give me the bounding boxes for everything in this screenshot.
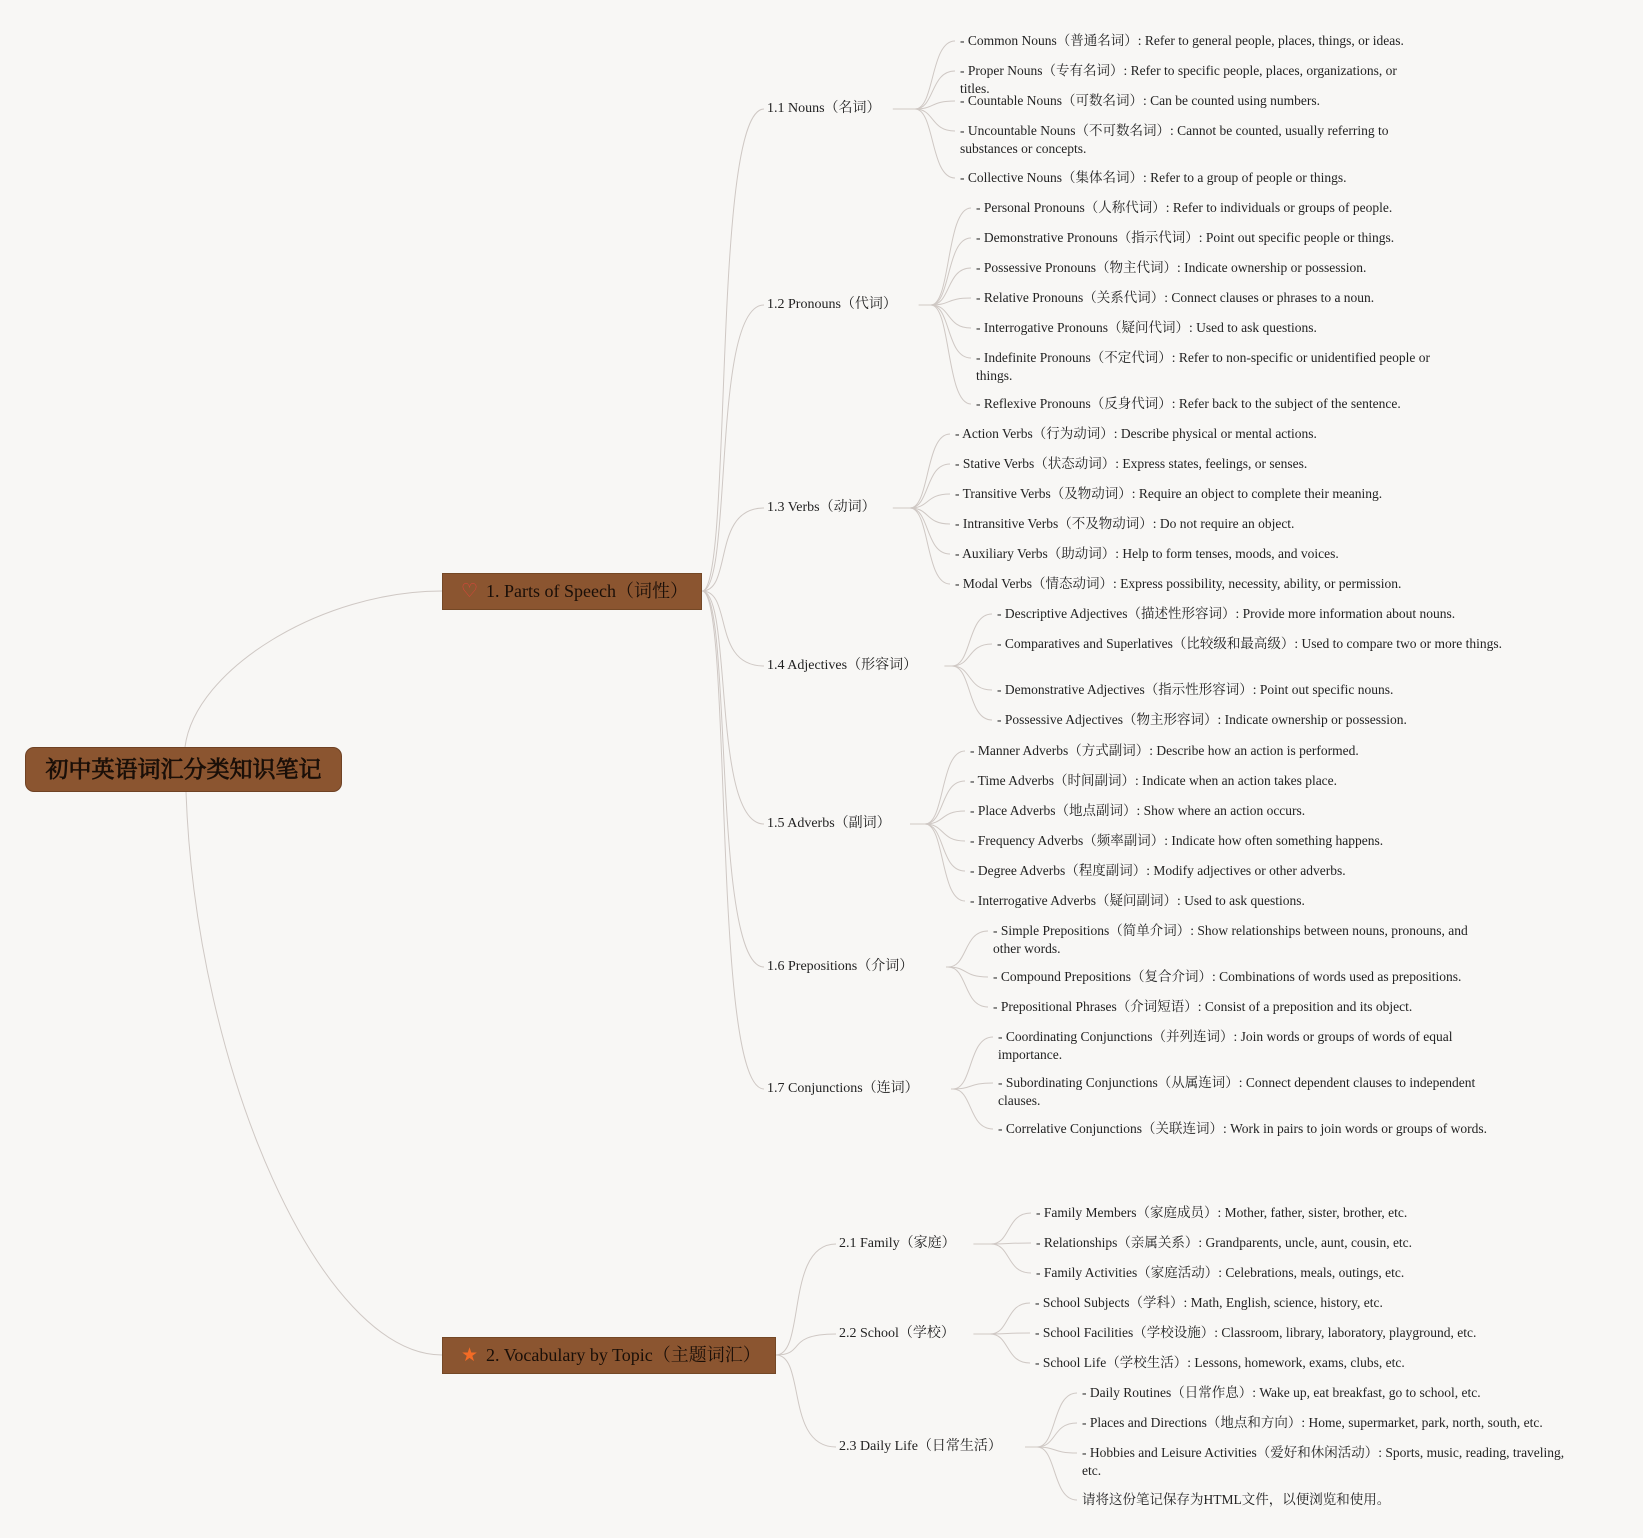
- subtopic-node[interactable]: 1.5 Adverbs（副词）: [767, 816, 891, 831]
- leaf-note[interactable]: - Action Verbs（行为动词）: Describe physical or mental actions.: [955, 426, 1317, 441]
- leaf-note[interactable]: - Countable Nouns（可数名词）: Can be counted using numbers.: [960, 93, 1320, 108]
- branch-link-2-3: [776, 1355, 836, 1447]
- root-link-1: [185, 591, 442, 747]
- leaf-link: [1037, 1447, 1077, 1453]
- leaf-link: [990, 1334, 1030, 1363]
- branch-label: 2. Vocabulary by Topic（主题词汇）: [486, 1345, 761, 1365]
- leaf-note[interactable]: - Personal Pronouns（人称代词）: Refer to individuals or groups of people.: [976, 200, 1393, 215]
- leaf-note[interactable]: - Correlative Conjunctions（关联连词）: Work in pairs to join words or groups of words.: [998, 1121, 1487, 1136]
- leaf-note[interactable]: - Frequency Adverbs（频率副词）: Indicate how often something happens.: [970, 833, 1384, 848]
- leaf-note[interactable]: - Daily Routines（日常作息）: Wake up, eat breakfast, go to school, etc.: [1082, 1385, 1481, 1400]
- leaf-link: [1037, 1393, 1077, 1447]
- subtopic-node[interactable]: 1.1 Nouns（名词）: [767, 101, 881, 116]
- leaf-note[interactable]: - Uncountable Nouns（不可数名词）: Cannot be counted, usually referring to substances or concepts.: [960, 123, 1389, 156]
- leaf-link: [915, 109, 955, 178]
- subtopic-node[interactable]: 2.2 School（学校）: [839, 1326, 955, 1341]
- leaf-link: [910, 508, 950, 554]
- branch-node-2[interactable]: [442, 1337, 776, 1374]
- leaf-link: [952, 614, 992, 666]
- leaf-note[interactable]: - Interrogative Pronouns（疑问代词）: Used to ask questions.: [976, 320, 1317, 335]
- leaf-link: [948, 931, 988, 967]
- subtopic-node[interactable]: 1.7 Conjunctions（连词）: [767, 1081, 919, 1096]
- leaf-link: [990, 1303, 1030, 1334]
- leaf-note[interactable]: - Hobbies and Leisure Activities（爱好和休闲活动）: Sports, music, reading, traveling, etc.: [1082, 1445, 1565, 1478]
- subtopic-node[interactable]: 2.1 Family（家庭）: [839, 1236, 956, 1251]
- leaf-note[interactable]: - Transitive Verbs（及物动词）: Require an object to complete their meaning.: [955, 486, 1383, 501]
- leaf-link: [991, 1213, 1031, 1244]
- leaf-link: [931, 268, 971, 305]
- leaf-note[interactable]: - Collective Nouns（集体名词）: Refer to a group of people or things.: [960, 170, 1347, 185]
- leaf-link: [931, 208, 971, 305]
- leaf-note[interactable]: - Interrogative Adverbs（疑问副词）: Used to ask questions.: [970, 893, 1305, 908]
- leaf-link: [953, 1037, 993, 1089]
- leaf-note[interactable]: - Place Adverbs（地点副词）: Show where an action occurs.: [970, 803, 1306, 818]
- leaf-link: [952, 644, 992, 666]
- leaf-note[interactable]: - Indefinite Pronouns（不定代词）: Refer to non-specific or unidentified people or things.: [976, 350, 1431, 383]
- leaf-link: [953, 1089, 993, 1129]
- subtopic-node[interactable]: 1.4 Adjectives（形容词）: [767, 658, 918, 673]
- branch-link-1-6: [702, 591, 764, 967]
- leaf-note[interactable]: - Demonstrative Adjectives（指示性形容词）: Point out specific nouns.: [997, 682, 1394, 697]
- leaf-note[interactable]: - Subordinating Conjunctions（从属连词）: Connect dependent clauses to independent clauses.: [998, 1075, 1476, 1108]
- heart-icon: ♡: [461, 581, 479, 602]
- leaf-link: [991, 1244, 1031, 1273]
- leaf-link: [910, 508, 950, 584]
- leaf-link: [925, 824, 965, 901]
- leaf-note[interactable]: - Demonstrative Pronouns（指示代词）: Point out specific people or things.: [976, 230, 1395, 245]
- leaf-link: [915, 109, 955, 131]
- leaf-link: [931, 305, 971, 404]
- leaf-note[interactable]: - Proper Nouns（专有名词）: Refer to specific people, places, organizations, or titles.: [960, 63, 1397, 96]
- leaf-note[interactable]: - Family Activities（家庭活动）: Celebrations, meals, outings, etc.: [1036, 1265, 1405, 1280]
- leaf-note[interactable]: - Possessive Adjectives（物主形容词）: Indicate ownership or possession.: [997, 712, 1407, 727]
- star-icon: ★: [461, 1345, 479, 1366]
- leaf-note[interactable]: - School Life（学校生活）: Lessons, homework, exams, clubs, etc.: [1035, 1355, 1405, 1370]
- leaf-note[interactable]: - Modal Verbs（情态动词）: Express possibility, necessity, ability, or permission.: [955, 576, 1402, 591]
- leaf-note[interactable]: - Time Adverbs（时间副词）: Indicate when an action takes place.: [970, 773, 1338, 788]
- branch-link-1-5: [702, 591, 764, 824]
- branch-link-1-2: [702, 305, 764, 591]
- leaf-note[interactable]: - Manner Adverbs（方式副词）: Describe how an action is performed.: [970, 743, 1359, 758]
- leaf-note[interactable]: - Simple Prepositions（简单介词）: Show relationships between nouns, pronouns, and other words.: [993, 923, 1468, 956]
- leaf-note[interactable]: - Relationships（亲属关系）: Grandparents, uncle, aunt, cousin, etc.: [1036, 1235, 1413, 1250]
- branch-link-2-2: [776, 1334, 836, 1355]
- leaf-note[interactable]: - Family Members（家庭成员）: Mother, father, sister, brother, etc.: [1036, 1205, 1408, 1220]
- leaf-link: [931, 305, 971, 358]
- branch-label: 1. Parts of Speech（词性）: [486, 581, 689, 601]
- leaf-link: [1037, 1423, 1077, 1447]
- leaf-note[interactable]: - Coordinating Conjunctions（并列连词）: Join words or groups of words of equal importance.: [998, 1029, 1453, 1062]
- leaf-link: [953, 1083, 993, 1089]
- leaf-note[interactable]: - School Subjects（学科）: Math, English, science, history, etc.: [1035, 1295, 1383, 1310]
- leaf-link: [925, 751, 965, 824]
- leaf-link: [952, 666, 992, 690]
- leaf-note[interactable]: - Intransitive Verbs（不及物动词）: Do not require an object.: [955, 516, 1295, 531]
- leaf-note[interactable]: - Compound Prepositions（复合介词）: Combinations of words used as prepositions.: [993, 969, 1462, 984]
- leaf-link: [915, 41, 955, 109]
- leaf-link: [925, 824, 965, 871]
- branch-link-1-7: [702, 591, 764, 1089]
- leaf-note[interactable]: - Stative Verbs（状态动词）: Express states, feelings, or senses.: [955, 456, 1308, 471]
- leaf-note[interactable]: - Degree Adverbs（程度副词）: Modify adjectives or other adverbs.: [970, 863, 1346, 878]
- leaf-note[interactable]: - Relative Pronouns（关系代词）: Connect clauses or phrases to a noun.: [976, 290, 1375, 305]
- leaf-note[interactable]: 请将这份笔记保存为HTML文件，以便浏览和使用。: [1082, 1492, 1391, 1507]
- leaf-note[interactable]: - Comparatives and Superlatives（比较级和最高级）: Used to compare two or more things.: [997, 636, 1503, 651]
- leaf-note[interactable]: - Possessive Pronouns（物主代词）: Indicate ownership or possession.: [976, 260, 1367, 275]
- root-node[interactable]: 初中英语词汇分类知识笔记: [25, 747, 342, 792]
- leaf-link: [952, 666, 992, 720]
- leaf-note[interactable]: - Prepositional Phrases（介词短语）: Consist of a preposition and its object.: [993, 999, 1413, 1014]
- leaf-link: [915, 71, 955, 109]
- leaf-note[interactable]: - School Facilities（学校设施）: Classroom, library, laboratory, playground, etc.: [1035, 1325, 1477, 1340]
- leaf-note[interactable]: - Descriptive Adjectives（描述性形容词）: Provide more information about nouns.: [997, 606, 1456, 621]
- leaf-note[interactable]: - Reflexive Pronouns（反身代词）: Refer back to the subject of the sentence.: [976, 396, 1401, 411]
- branch-link-1-1: [702, 109, 764, 591]
- subtopic-node[interactable]: 1.2 Pronouns（代词）: [767, 297, 897, 312]
- leaf-link: [925, 781, 965, 824]
- leaf-note[interactable]: - Places and Directions（地点和方向）: Home, supermarket, park, north, south, etc.: [1082, 1415, 1543, 1430]
- leaf-link: [910, 434, 950, 508]
- leaf-note[interactable]: - Auxiliary Verbs（助动词）: Help to form tenses, moods, and voices.: [955, 546, 1339, 561]
- branch-node-1[interactable]: [442, 573, 702, 610]
- leaf-link: [910, 464, 950, 508]
- subtopic-node[interactable]: 1.3 Verbs（动词）: [767, 500, 876, 515]
- leaf-link: [1037, 1447, 1077, 1500]
- root-link-2: [186, 792, 442, 1355]
- leaf-note[interactable]: - Common Nouns（普通名词）: Refer to general people, places, things, or ideas.: [960, 33, 1404, 48]
- subtopic-node[interactable]: 1.6 Prepositions（介词）: [767, 959, 914, 974]
- subtopic-node[interactable]: 2.3 Daily Life（日常生活）: [839, 1439, 1002, 1454]
